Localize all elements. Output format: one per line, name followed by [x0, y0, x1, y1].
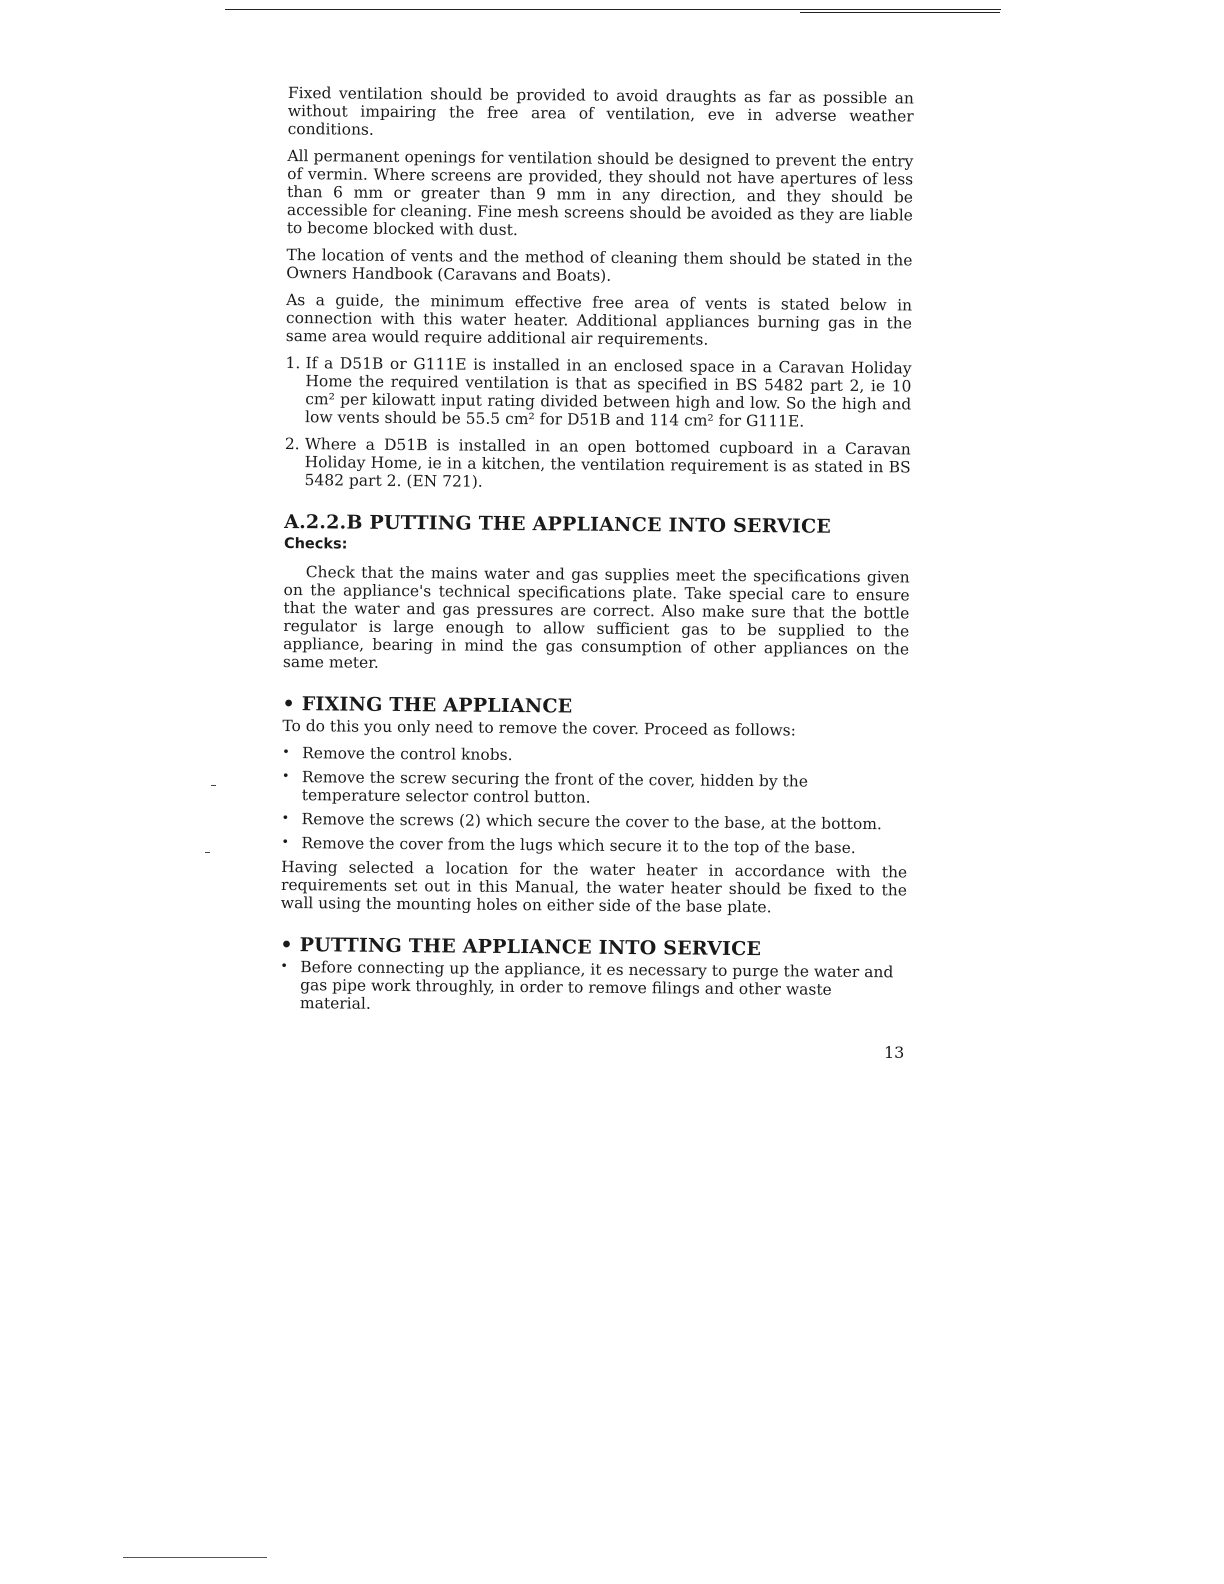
numbered-item [284, 435, 910, 494]
paragraph: All permanent openings for ventilation should be designed to prevent the entry of vermin. Where screens are provided, they should not have apertures of less than 6 mm or greater than 9 mm in any direction, and they should be accessible for cleaning. Fine mesh screens should be avoided as they are liable to become blocked with dust. [286, 146, 914, 240]
numbered-item [285, 354, 912, 431]
bullet-icon: • [281, 810, 290, 827]
section-heading-service: • PUTTING THE APPLIANCE INTO SERVICE [280, 933, 762, 961]
item-number: 1. [285, 353, 301, 373]
list-item-text: Remove the control knobs. [302, 744, 513, 764]
list-item [282, 810, 908, 833]
bullet-icon: • [280, 958, 289, 975]
bottom-scan-rule [123, 1557, 267, 1558]
paragraph: Check that the mains water and gas supplies meet the specifications given on the appliance's technical specifications plate. Take special care to ensure that the water and gas pressures are correct. Also make sure that the bottle regulator is large enough to allow sufficient gas to be supplied to the appliance, bearing in mind the gas consumption of other appliances on the same meter. [282, 563, 910, 672]
bullet-icon: • [282, 744, 290, 761]
list-item-text: Remove the screw securing the front of the cover, hidden by the temperature selector control button. [301, 768, 809, 807]
top-scan-rule [225, 9, 1001, 10]
margin-mark [211, 785, 216, 786]
paragraph: As a guide, the minimum effective free area of vents is stated below in connection with this water heater. Additional appliances burning gas in the same area would require additional air requirements. [285, 290, 913, 349]
paragraph: Fixed ventilation should be provided to avoid draughts as far as possible an without impairing the free area of ventilation, eve in adverse weather conditions. [287, 84, 914, 139]
paragraph: To do this you only need to remove the cover. Proceed as follows: [282, 716, 796, 740]
margin-mark [205, 852, 210, 853]
bullet-icon: • [281, 834, 290, 851]
section-heading: A.2.2.B PUTTING THE APPLIANCE INTO SERVICE [284, 510, 832, 538]
paragraph: The location of vents and the method of cleaning them should be stated in the Owners Handbook (Caravans and Boats). [286, 245, 913, 285]
bullet-icon: • [281, 768, 290, 785]
list-item-text: Remove the screws (2) which secure the cover to the base, at the bottom. [301, 810, 882, 834]
page-number: 13 [884, 1043, 905, 1062]
list-item [281, 834, 907, 857]
list-item [280, 958, 906, 1017]
item-number: 2. [284, 434, 300, 454]
list-item [282, 744, 908, 767]
item-text: If a D51B or G111E is installed in an enclosed space in a Caravan Holiday Home the required ventilation is that as specified in BS 5482 part 2, ie 10 cm² per kilowatt input rating divided between high and low. So the high and low vents should be 55.5 cm² for D51B and 114 cm² for G111E. [305, 354, 912, 431]
item-text: Where a D51B is installed in an open bottomed cupboard in a Caravan Holiday Home, ie in a kitchen, the ventilation requirement is as stated in BS 5482 part 2. (EN 721). [304, 435, 911, 491]
paragraph: Having selected a location for the water heater in accordance with the requirements set out in this Manual, the water heater should be fixed to the wall using the mounting holes on either side of the base plate. [280, 857, 908, 917]
list-item-text: Before connecting up the appliance, it es necessary to purge the water and gas pipe work throughly, in order to remove filings and other waste material. [299, 958, 894, 1013]
list-item [282, 768, 908, 809]
section-heading-fixing: • FIXING THE APPLIANCE [282, 692, 573, 718]
list-item-text: Remove the cover from the lugs which secure it to the top of the base. [301, 834, 856, 857]
top-scan-rule-right [800, 12, 1000, 13]
page-content [280, 84, 914, 1023]
checks-subheading: Checks: [283, 535, 348, 553]
